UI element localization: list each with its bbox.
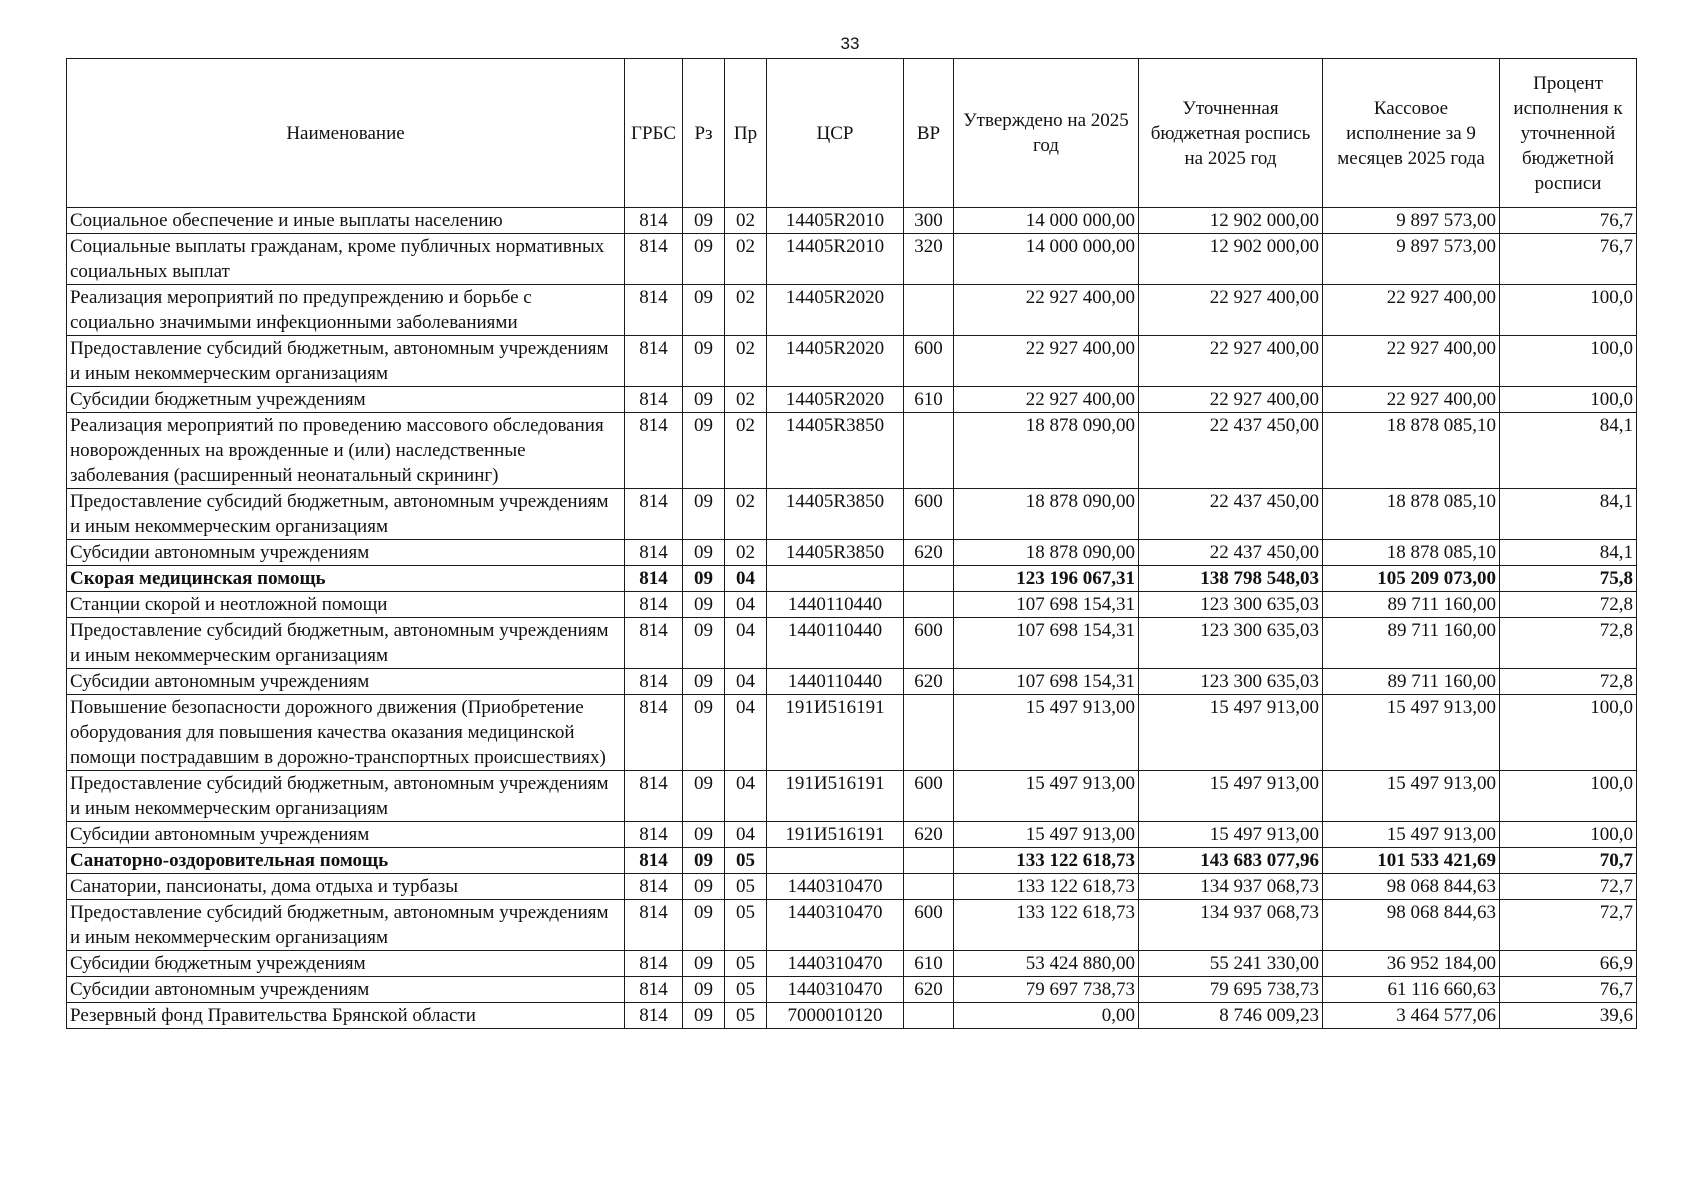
cell-refined: 12 902 000,00 [1139,208,1323,234]
cell-approved: 15 497 913,00 [954,695,1139,771]
cell-percent: 76,7 [1500,208,1637,234]
table-row [67,285,1637,336]
table-row [67,592,1637,618]
cell-executed: 9 897 573,00 [1323,208,1500,234]
cell-vr: 610 [904,951,954,977]
cell-vr: 620 [904,977,954,1003]
cell-grbs: 814 [625,822,683,848]
cell-csr: 14405R3850 [767,413,904,489]
cell-percent: 100,0 [1500,771,1637,822]
cell-refined: 138 798 548,03 [1139,566,1323,592]
cell-name: Субсидии бюджетным учреждениям [67,387,625,413]
table-row [67,489,1637,540]
cell-percent: 100,0 [1500,336,1637,387]
header-csr: ЦСР [767,59,904,208]
cell-name: Санатории, пансионаты, дома отдыха и турбазы [67,874,625,900]
cell-percent: 75,8 [1500,566,1637,592]
table-row [67,413,1637,489]
cell-approved: 133 122 618,73 [954,874,1139,900]
cell-pr: 05 [725,848,767,874]
budget-execution-table [66,58,1637,1029]
cell-executed: 36 952 184,00 [1323,951,1500,977]
cell-approved: 18 878 090,00 [954,413,1139,489]
cell-csr: 1440110440 [767,592,904,618]
table-row [67,540,1637,566]
cell-csr: 14405R2010 [767,208,904,234]
header-grbs: ГРБС [625,59,683,208]
cell-approved: 22 927 400,00 [954,285,1139,336]
cell-pr: 04 [725,771,767,822]
cell-grbs: 814 [625,848,683,874]
cell-percent: 72,8 [1500,669,1637,695]
cell-csr: 191И516191 [767,771,904,822]
cell-vr [904,1003,954,1029]
cell-refined: 123 300 635,03 [1139,618,1323,669]
cell-vr [904,592,954,618]
cell-csr: 1440310470 [767,977,904,1003]
cell-rz: 09 [683,977,725,1003]
cell-approved: 107 698 154,31 [954,669,1139,695]
cell-csr: 7000010120 [767,1003,904,1029]
cell-refined: 55 241 330,00 [1139,951,1323,977]
cell-rz: 09 [683,900,725,951]
cell-executed: 98 068 844,63 [1323,900,1500,951]
header-executed: Кассовое исполнение за 9 месяцев 2025 года [1323,59,1500,208]
cell-percent: 100,0 [1500,822,1637,848]
cell-pr: 04 [725,618,767,669]
cell-rz: 09 [683,771,725,822]
cell-grbs: 814 [625,387,683,413]
cell-pr: 05 [725,1003,767,1029]
cell-csr: 1440310470 [767,874,904,900]
header-rz: Рз [683,59,725,208]
cell-executed: 15 497 913,00 [1323,771,1500,822]
cell-grbs: 814 [625,771,683,822]
cell-pr: 02 [725,208,767,234]
cell-pr: 04 [725,566,767,592]
cell-vr: 620 [904,540,954,566]
cell-csr [767,848,904,874]
cell-name: Социальные выплаты гражданам, кроме публичных нормативных социальных выплат [67,234,625,285]
cell-percent: 100,0 [1500,285,1637,336]
cell-grbs: 814 [625,592,683,618]
cell-percent: 72,7 [1500,874,1637,900]
cell-refined: 8 746 009,23 [1139,1003,1323,1029]
cell-name: Скорая медицинская помощь [67,566,625,592]
cell-refined: 143 683 077,96 [1139,848,1323,874]
cell-name: Субсидии бюджетным учреждениям [67,951,625,977]
cell-pr: 02 [725,285,767,336]
cell-approved: 14 000 000,00 [954,234,1139,285]
table-row [67,771,1637,822]
cell-csr: 1440110440 [767,618,904,669]
cell-approved: 14 000 000,00 [954,208,1139,234]
cell-rz: 09 [683,592,725,618]
cell-approved: 0,00 [954,1003,1139,1029]
cell-refined: 22 927 400,00 [1139,285,1323,336]
header-row [67,59,1637,208]
cell-name: Предоставление субсидий бюджетным, автономным учреждениям и иным некоммерческим организациям [67,489,625,540]
cell-vr [904,413,954,489]
cell-vr: 620 [904,669,954,695]
cell-grbs: 814 [625,977,683,1003]
cell-name: Субсидии автономным учреждениям [67,822,625,848]
cell-executed: 98 068 844,63 [1323,874,1500,900]
cell-csr: 14405R3850 [767,540,904,566]
cell-grbs: 814 [625,234,683,285]
cell-approved: 107 698 154,31 [954,592,1139,618]
cell-csr: 14405R2020 [767,387,904,413]
cell-pr: 02 [725,540,767,566]
cell-vr [904,285,954,336]
cell-rz: 09 [683,566,725,592]
cell-vr: 600 [904,336,954,387]
table-row [67,566,1637,592]
cell-percent: 72,8 [1500,618,1637,669]
cell-name: Реализация мероприятий по проведению массового обследования новорожденных на врожденные и (или) наследственные заболевания (расширенный неонатальный скрининг) [67,413,625,489]
cell-percent: 39,6 [1500,1003,1637,1029]
cell-vr: 610 [904,387,954,413]
cell-vr: 600 [904,618,954,669]
cell-grbs: 814 [625,669,683,695]
cell-rz: 09 [683,822,725,848]
cell-refined: 22 927 400,00 [1139,387,1323,413]
cell-pr: 04 [725,695,767,771]
table-row [67,208,1637,234]
cell-grbs: 814 [625,1003,683,1029]
cell-name: Предоставление субсидий бюджетным, автономным учреждениям и иным некоммерческим организациям [67,771,625,822]
cell-approved: 123 196 067,31 [954,566,1139,592]
cell-rz: 09 [683,951,725,977]
cell-refined: 15 497 913,00 [1139,822,1323,848]
cell-executed: 89 711 160,00 [1323,669,1500,695]
cell-executed: 18 878 085,10 [1323,413,1500,489]
cell-name: Реализация мероприятий по предупреждению и борьбе с социально значимыми инфекционными заболеваниями [67,285,625,336]
cell-grbs: 814 [625,900,683,951]
cell-percent: 84,1 [1500,413,1637,489]
cell-vr: 600 [904,900,954,951]
cell-rz: 09 [683,489,725,540]
cell-refined: 22 437 450,00 [1139,540,1323,566]
cell-rz: 09 [683,336,725,387]
cell-pr: 04 [725,592,767,618]
cell-name: Резервный фонд Правительства Брянской области [67,1003,625,1029]
cell-grbs: 814 [625,540,683,566]
cell-percent: 72,7 [1500,900,1637,951]
cell-rz: 09 [683,413,725,489]
cell-vr: 600 [904,489,954,540]
cell-percent: 100,0 [1500,387,1637,413]
cell-rz: 09 [683,285,725,336]
cell-percent: 84,1 [1500,489,1637,540]
cell-grbs: 814 [625,489,683,540]
cell-pr: 05 [725,951,767,977]
header-pr: Пр [725,59,767,208]
table-row [67,387,1637,413]
table-row [67,336,1637,387]
cell-percent: 70,7 [1500,848,1637,874]
table-body [67,208,1637,1029]
cell-percent: 76,7 [1500,234,1637,285]
cell-csr: 14405R2010 [767,234,904,285]
header-vr: ВР [904,59,954,208]
cell-vr [904,874,954,900]
cell-approved: 133 122 618,73 [954,900,1139,951]
cell-refined: 22 437 450,00 [1139,489,1323,540]
cell-percent: 76,7 [1500,977,1637,1003]
cell-rz: 09 [683,874,725,900]
cell-pr: 02 [725,234,767,285]
cell-executed: 22 927 400,00 [1323,336,1500,387]
cell-pr: 02 [725,387,767,413]
cell-grbs: 814 [625,336,683,387]
cell-executed: 15 497 913,00 [1323,822,1500,848]
cell-pr: 04 [725,669,767,695]
cell-grbs: 814 [625,695,683,771]
cell-grbs: 814 [625,208,683,234]
cell-executed: 22 927 400,00 [1323,387,1500,413]
cell-executed: 18 878 085,10 [1323,540,1500,566]
cell-name: Социальное обеспечение и иные выплаты населению [67,208,625,234]
header-refined: Уточненная бюджетная роспись на 2025 год [1139,59,1323,208]
cell-csr: 1440310470 [767,951,904,977]
cell-approved: 53 424 880,00 [954,951,1139,977]
cell-grbs: 814 [625,566,683,592]
cell-name: Повышение безопасности дорожного движения (Приобретение оборудования для повышения качества оказания медицинской помощи пострадавшим в дорожно-транспортных происшествиях) [67,695,625,771]
table-row [67,822,1637,848]
cell-name: Предоставление субсидий бюджетным, автономным учреждениям и иным некоммерческим организациям [67,900,625,951]
cell-approved: 107 698 154,31 [954,618,1139,669]
cell-name: Предоставление субсидий бюджетным, автономным учреждениям и иным некоммерческим организациям [67,336,625,387]
cell-pr: 02 [725,413,767,489]
cell-name: Субсидии автономным учреждениям [67,669,625,695]
cell-name: Предоставление субсидий бюджетным, автономным учреждениям и иным некоммерческим организациям [67,618,625,669]
table-row [67,618,1637,669]
cell-csr: 191И516191 [767,822,904,848]
cell-rz: 09 [683,848,725,874]
cell-executed: 105 209 073,00 [1323,566,1500,592]
cell-grbs: 814 [625,413,683,489]
cell-executed: 61 116 660,63 [1323,977,1500,1003]
cell-vr [904,848,954,874]
cell-approved: 133 122 618,73 [954,848,1139,874]
budget-table-container [66,58,1636,1029]
cell-name: Субсидии автономным учреждениям [67,540,625,566]
cell-vr: 320 [904,234,954,285]
cell-approved: 15 497 913,00 [954,771,1139,822]
cell-pr: 04 [725,822,767,848]
cell-executed: 101 533 421,69 [1323,848,1500,874]
cell-vr [904,695,954,771]
cell-pr: 02 [725,336,767,387]
cell-pr: 05 [725,977,767,1003]
table-row [67,874,1637,900]
cell-csr: 14405R3850 [767,489,904,540]
cell-rz: 09 [683,540,725,566]
table-row [67,669,1637,695]
table-row [67,977,1637,1003]
cell-executed: 89 711 160,00 [1323,618,1500,669]
table-row [67,1003,1637,1029]
cell-vr [904,566,954,592]
cell-refined: 15 497 913,00 [1139,695,1323,771]
table-row [67,234,1637,285]
cell-rz: 09 [683,234,725,285]
cell-refined: 15 497 913,00 [1139,771,1323,822]
cell-refined: 123 300 635,03 [1139,592,1323,618]
cell-rz: 09 [683,208,725,234]
cell-rz: 09 [683,669,725,695]
cell-grbs: 814 [625,951,683,977]
cell-approved: 22 927 400,00 [954,336,1139,387]
cell-pr: 05 [725,874,767,900]
cell-pr: 02 [725,489,767,540]
cell-name: Станции скорой и неотложной помощи [67,592,625,618]
cell-executed: 18 878 085,10 [1323,489,1500,540]
page-number: 33 [840,34,860,53]
cell-csr: 1440110440 [767,669,904,695]
cell-approved: 18 878 090,00 [954,540,1139,566]
cell-executed: 22 927 400,00 [1323,285,1500,336]
cell-grbs: 814 [625,285,683,336]
cell-csr: 1440310470 [767,900,904,951]
cell-refined: 134 937 068,73 [1139,874,1323,900]
cell-percent: 100,0 [1500,695,1637,771]
cell-grbs: 814 [625,874,683,900]
table-row [67,951,1637,977]
cell-refined: 134 937 068,73 [1139,900,1323,951]
header-percent: Процент исполнения к уточненной бюджетной росписи [1500,59,1637,208]
table-row [67,848,1637,874]
cell-refined: 123 300 635,03 [1139,669,1323,695]
header-name: Наименование [67,59,625,208]
cell-vr: 620 [904,822,954,848]
cell-csr: 14405R2020 [767,336,904,387]
cell-percent: 72,8 [1500,592,1637,618]
cell-csr: 191И516191 [767,695,904,771]
cell-rz: 09 [683,1003,725,1029]
cell-approved: 18 878 090,00 [954,489,1139,540]
header-approved: Утверждено на 2025 год [954,59,1139,208]
cell-refined: 79 695 738,73 [1139,977,1323,1003]
cell-name: Субсидии автономным учреждениям [67,977,625,1003]
cell-csr: 14405R2020 [767,285,904,336]
cell-approved: 15 497 913,00 [954,822,1139,848]
cell-grbs: 814 [625,618,683,669]
cell-approved: 79 697 738,73 [954,977,1139,1003]
cell-vr: 600 [904,771,954,822]
cell-executed: 3 464 577,06 [1323,1003,1500,1029]
cell-refined: 22 437 450,00 [1139,413,1323,489]
cell-percent: 84,1 [1500,540,1637,566]
cell-vr: 300 [904,208,954,234]
cell-rz: 09 [683,387,725,413]
cell-executed: 9 897 573,00 [1323,234,1500,285]
cell-refined: 12 902 000,00 [1139,234,1323,285]
cell-name: Санаторно-оздоровительная помощь [67,848,625,874]
cell-rz: 09 [683,695,725,771]
cell-pr: 05 [725,900,767,951]
cell-executed: 15 497 913,00 [1323,695,1500,771]
cell-percent: 66,9 [1500,951,1637,977]
cell-rz: 09 [683,618,725,669]
cell-csr [767,566,904,592]
table-row [67,900,1637,951]
cell-refined: 22 927 400,00 [1139,336,1323,387]
cell-executed: 89 711 160,00 [1323,592,1500,618]
table-row [67,695,1637,771]
cell-approved: 22 927 400,00 [954,387,1139,413]
